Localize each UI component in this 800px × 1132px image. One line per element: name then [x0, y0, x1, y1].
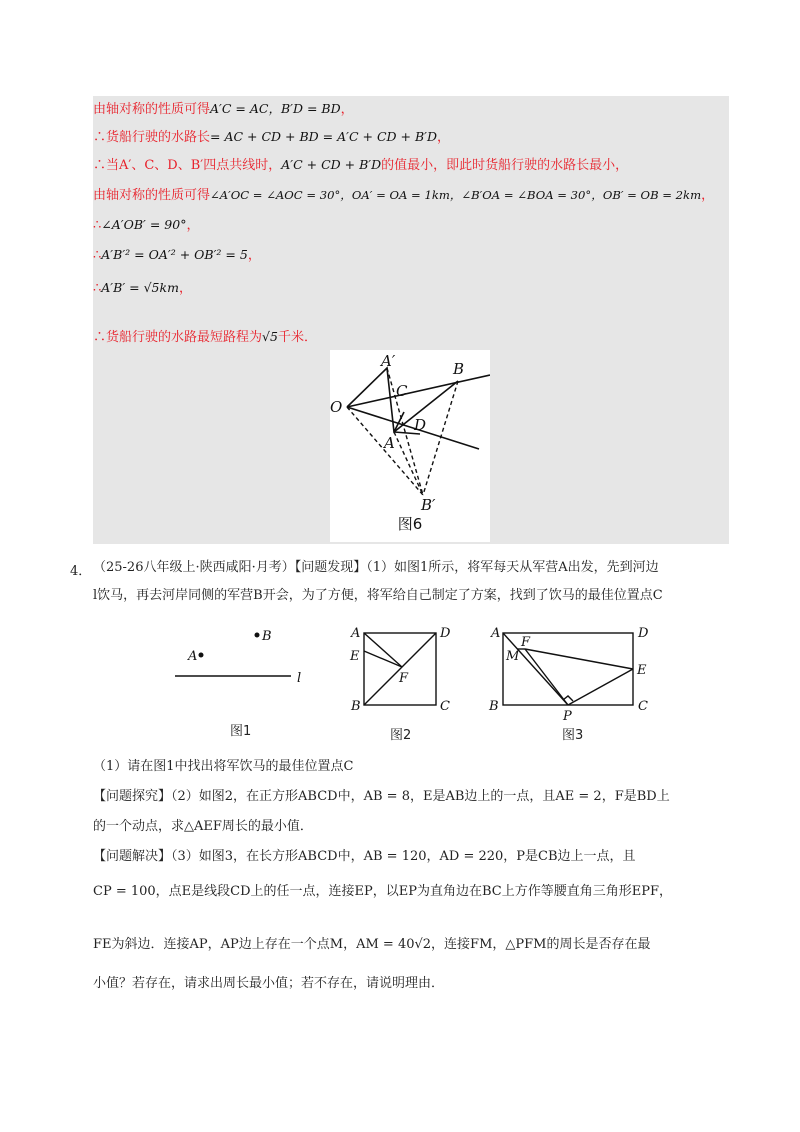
figure-2-caption: 图2: [390, 728, 412, 743]
label-B-prime: B′: [421, 496, 436, 514]
fig3-label-F: F: [521, 635, 531, 650]
segment-EF: [364, 651, 402, 667]
label-A: A: [384, 434, 395, 452]
solution-line-6: ∴A′B′² = OA′² + OB′² = 5，: [93, 247, 261, 263]
question-1: （1）请在图1中找出将军饮马的最佳位置点C: [93, 759, 354, 774]
solution-line-7: ∴A′B′ = √5km，: [93, 280, 192, 296]
solution-block: [93, 96, 729, 544]
figure-6: [330, 350, 490, 542]
dashed-A-B-prime: [394, 432, 423, 495]
question-3-line-1: 【问题解决】（3）如图3，在长方形ABCD中，AB = 120，AD = 220，P是CB边上一点，且: [93, 849, 636, 864]
fig2-label-E: E: [350, 649, 360, 664]
ray-OB: [347, 375, 490, 407]
label-B: B: [453, 360, 465, 378]
label-C: C: [396, 382, 408, 400]
question-3-line-3: FE为斜边．连接AP，AP边上存在一个点M，AM = 40√2，连接FM，△PFM的周长是否存在最: [93, 937, 651, 952]
fig3-label-P: P: [563, 709, 572, 724]
fig3-label-A: A: [491, 626, 501, 641]
figure-3-caption: 图3: [562, 728, 584, 743]
figures-row: [170, 620, 670, 750]
figure-1-caption: 图1: [230, 724, 252, 739]
question-2-line-1: 【问题探究】（2）如图2，在正方形ABCD中，AB = 8，E是AB边上的一点，且AE = 2，F是BD上: [93, 789, 670, 804]
segment-FP: [525, 649, 568, 705]
solution-line-5: ∴∠A′OB′ = 90°，: [93, 217, 200, 233]
problem-line-2: l饮马，再去河岸同侧的军营B开会，为了方便，将军给自己制定了方案，找到了饮马的最佳位置点C: [93, 588, 663, 603]
point-A: [199, 653, 204, 658]
fig3-label-B: B: [489, 699, 499, 714]
fig2-label-B: B: [351, 699, 361, 714]
question-3-line-2: CP = 100，点E是线段CD上的任一点，连接EP，以EP为直角边在BC上方作等腰直角三角形EPF，: [93, 884, 672, 899]
label-D: D: [414, 416, 427, 434]
fig1-label-B: B: [262, 629, 272, 644]
solution-line-4: 由轴对称的性质可得∠A′OC = ∠AOC = 30°，OA′ = OA = 1km，∠B′OA = ∠BOA = 30°，OB′ = OB = 2km，: [93, 188, 715, 203]
ray-OA: [347, 407, 479, 449]
segment-AF: [364, 633, 402, 667]
problem-line-1: （25-26八年级上·陕西咸阳·月考）【问题发现】（1）如图1所示，将军每天从军营A出发，先到河边: [93, 560, 659, 575]
question-2-line-2: 的一个动点，求△AEF周长的最小值．: [93, 819, 313, 834]
fig2-label-C: C: [440, 699, 450, 714]
solution-line-2: ∴货船行驶的水路长= AC + CD + BD = A′C + CD + B′D，: [93, 129, 451, 145]
label-O: O: [330, 398, 343, 416]
fig2-label-F: F: [399, 671, 409, 686]
fig3-label-M: M: [506, 649, 520, 664]
fig3-label-C: C: [638, 699, 648, 714]
solution-line-1: 由轴对称的性质可得A′C = AC，B′D = BD，: [93, 101, 354, 117]
figure-6-caption: 图6: [397, 515, 423, 533]
solution-line-3: ∴当A′、C、D、B′四点共线时，A′C + CD + B′D的值最小，即此时货船行驶的水路长最小，: [93, 157, 629, 173]
segment-PE: [568, 669, 633, 705]
diagonal-BD: [364, 633, 436, 705]
solution-line-8: ∴货船行驶的水路最短路程为√5千米．: [93, 329, 317, 345]
segment-FE: [525, 649, 633, 669]
question-3-line-4: 小值？若存在，请求出周长最小值；若不存在，请说明理由．: [93, 976, 445, 991]
segment-AP: [503, 633, 568, 705]
label-A-prime: A′: [381, 352, 396, 370]
figure-2: [364, 633, 436, 705]
fig2-label-A: A: [351, 626, 361, 641]
fig3-label-E: E: [637, 663, 647, 678]
figure-1: [175, 629, 301, 686]
fig2-label-D: D: [440, 626, 451, 641]
fig3-label-D: D: [638, 626, 649, 641]
problem-number: 4．: [70, 564, 92, 579]
point-B: [255, 633, 260, 638]
fig1-label-A: A: [188, 649, 198, 664]
fig1-label-l: l: [297, 671, 302, 686]
dashed-B-B-prime: [423, 381, 458, 495]
